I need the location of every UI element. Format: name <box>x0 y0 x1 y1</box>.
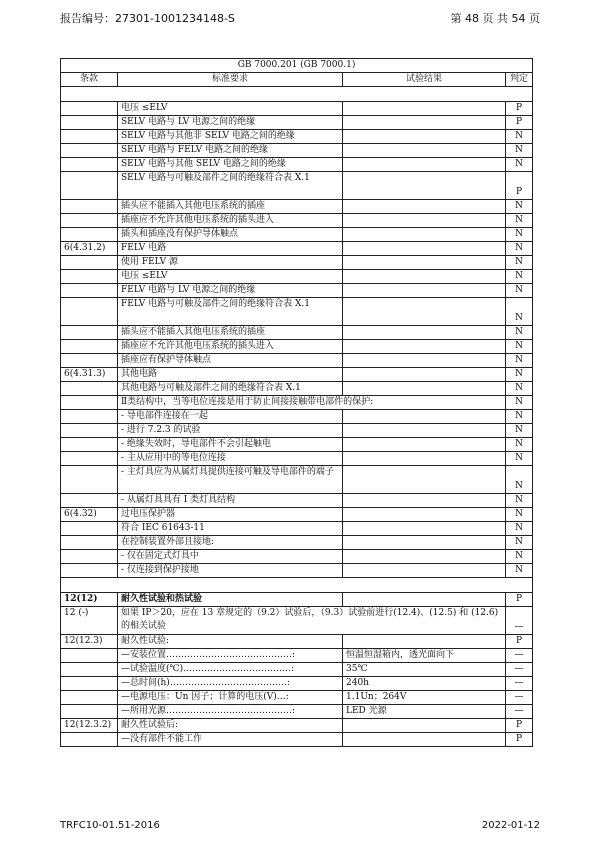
table-row <box>61 705 533 719</box>
table-row <box>61 649 533 663</box>
clause-cell <box>61 172 118 200</box>
result-cell: 恒温恒湿箱内，透光面向下 <box>343 649 506 663</box>
form-number: TRFC10-01.51-2016 <box>60 820 160 831</box>
verdict-cell: N <box>506 354 533 368</box>
table-row <box>61 424 533 438</box>
result-cell <box>343 522 506 536</box>
result-cell <box>343 494 506 508</box>
requirement-cell: - 从属灯具具有 I 类灯具结构 <box>118 494 343 508</box>
test-report-table <box>60 58 533 747</box>
requirement-cell: 耐久性试验: <box>118 635 343 649</box>
table-row <box>61 663 533 677</box>
requirement-cell: - 导电部件连接在一起 <box>118 410 343 424</box>
table-row <box>61 466 533 494</box>
clause-cell <box>61 270 118 284</box>
verdict-cell: N <box>506 200 533 214</box>
clause-cell <box>61 663 118 677</box>
verdict-cell: N <box>506 270 533 284</box>
result-cell <box>343 354 506 368</box>
verdict-cell: N <box>506 214 533 228</box>
clause-cell: 12(12) <box>61 593 118 607</box>
table-row <box>61 200 533 214</box>
verdict-cell: N <box>506 438 533 452</box>
requirement-cell: 电压 ≤ELV <box>118 270 343 284</box>
col-header-result: 试验结果 <box>343 73 506 87</box>
verdict-cell: N <box>506 340 533 354</box>
result-cell <box>343 719 506 733</box>
col-header-requirement: 标准要求 <box>118 73 343 87</box>
clause-cell <box>61 649 118 663</box>
verdict-cell: N <box>506 326 533 340</box>
requirement-cell: SELV 电路与其他非 SELV 电路之间的绝缘 <box>118 130 343 144</box>
requirement-cell: —没有部件不能工作 <box>118 733 343 747</box>
requirement-cell: 电压 ≤ELV <box>118 102 343 116</box>
clause-cell: 6(4.31.2) <box>61 242 118 256</box>
clause-cell <box>61 228 118 242</box>
verdict-cell: N <box>506 368 533 382</box>
result-cell <box>343 256 506 270</box>
table-row <box>61 382 533 396</box>
clause-cell <box>61 410 118 424</box>
result-cell <box>343 326 506 340</box>
clause-cell <box>61 705 118 719</box>
verdict-cell: P <box>506 116 533 130</box>
verdict-cell: — <box>506 607 533 635</box>
requirement-cell: 插头应不能插入其他电压系统的插座 <box>118 326 343 340</box>
verdict-cell: N <box>506 130 533 144</box>
table-row <box>61 550 533 564</box>
requirement-cell: - 仅在固定式灯具中 <box>118 550 343 564</box>
table-row <box>61 270 533 284</box>
spacer-cell <box>61 87 533 102</box>
table-row <box>61 522 533 536</box>
result-cell <box>343 438 506 452</box>
verdict-cell: N <box>506 522 533 536</box>
clause-cell <box>61 284 118 298</box>
clause-cell <box>61 564 118 578</box>
result-cell <box>343 228 506 242</box>
table-row <box>61 144 533 158</box>
requirement-cell: SELV 电路与 LV 电源之间的绝缘 <box>118 116 343 130</box>
clause-cell <box>61 494 118 508</box>
clause-cell <box>61 144 118 158</box>
requirement-cell: 过电压保护器 <box>118 508 343 522</box>
clause-cell: 12(12.3.2) <box>61 719 118 733</box>
table-row <box>61 593 533 607</box>
table-row <box>61 116 533 130</box>
clause-cell <box>61 116 118 130</box>
verdict-cell: P <box>506 719 533 733</box>
clause-cell <box>61 158 118 172</box>
result-cell <box>343 242 506 256</box>
table-row <box>61 368 533 382</box>
table-row <box>61 326 533 340</box>
requirement-cell: 插头应不能插入其他电压系统的插座 <box>118 200 343 214</box>
verdict-cell: N <box>506 256 533 270</box>
verdict-cell: N <box>506 228 533 242</box>
clause-cell <box>61 298 118 326</box>
result-cell <box>343 172 506 200</box>
table-row <box>61 410 533 424</box>
standard-title: GB 7000.201 (GB 7000.1) <box>61 59 533 73</box>
spacer-cell <box>61 578 533 593</box>
clause-cell <box>61 200 118 214</box>
requirement-cell: 耐久性试验和热试验 <box>118 593 343 607</box>
verdict-cell: N <box>506 466 533 494</box>
page-number: 第 48 页 共 54 页 <box>450 12 540 25</box>
requirement-cell: —试验温度(℃)………………………………: <box>118 663 343 677</box>
result-cell <box>343 536 506 550</box>
verdict-cell: — <box>506 663 533 677</box>
verdict-cell: — <box>506 677 533 691</box>
verdict-cell: — <box>506 705 533 719</box>
clause-cell <box>61 130 118 144</box>
clause-cell <box>61 102 118 116</box>
requirement-cell: FELV 电路 <box>118 242 343 256</box>
result-cell <box>343 144 506 158</box>
table-row <box>61 158 533 172</box>
result-cell <box>343 102 506 116</box>
verdict-cell: N <box>506 564 533 578</box>
verdict-cell: P <box>506 102 533 116</box>
result-cell <box>343 200 506 214</box>
requirement-cell: 其他电路与可触及部件之间的绝缘符合表 X.1 <box>118 382 343 396</box>
result-cell <box>343 410 506 424</box>
clause-cell <box>61 396 118 410</box>
result-cell <box>343 508 506 522</box>
table-row <box>61 733 533 747</box>
clause-cell <box>61 438 118 452</box>
table-row <box>61 354 533 368</box>
verdict-cell: N <box>506 158 533 172</box>
table-row <box>61 102 533 116</box>
report-number: 报告编号：27301-1001234148-S <box>60 12 235 25</box>
clause-cell: 12 (-) <box>61 607 118 635</box>
result-cell <box>343 214 506 228</box>
verdict-cell: N <box>506 494 533 508</box>
result-cell <box>343 382 506 396</box>
requirement-cell: 符合 IEC 61643-11 <box>118 522 343 536</box>
table-row <box>61 452 533 466</box>
verdict-cell: N <box>506 382 533 396</box>
verdict-cell: N <box>506 144 533 158</box>
result-cell <box>343 284 506 298</box>
clause-cell: 12(12.3) <box>61 635 118 649</box>
requirement-cell: - 主灯具应为从属灯具提供连接可触及导电部件的端子 <box>118 466 343 494</box>
verdict-cell: N <box>506 536 533 550</box>
col-header-clause: 条款 <box>61 73 118 87</box>
clause-cell <box>61 326 118 340</box>
verdict-cell: P <box>506 172 533 200</box>
table-row <box>61 396 533 410</box>
requirement-cell: 插座应不允许其他电压系统的插头进入 <box>118 340 343 354</box>
table-row <box>61 228 533 242</box>
page-footer <box>60 820 540 836</box>
requirement-cell: FELV 电路与 LV 电源之间的绝缘 <box>118 284 343 298</box>
requirement-cell: —所用光源……………………………………: <box>118 705 343 719</box>
clause-cell <box>61 340 118 354</box>
result-cell <box>343 130 506 144</box>
table-row <box>61 256 533 270</box>
table-row <box>61 172 533 200</box>
table-row <box>61 677 533 691</box>
col-header-verdict: 判定 <box>506 73 533 87</box>
clause-cell <box>61 550 118 564</box>
verdict-cell: N <box>506 452 533 466</box>
verdict-cell: P <box>506 593 533 607</box>
requirement-cell: - 仅连接到保护接地 <box>118 564 343 578</box>
result-cell <box>343 635 506 649</box>
table-row <box>61 438 533 452</box>
verdict-cell: — <box>506 691 533 705</box>
result-cell: 35℃ <box>343 663 506 677</box>
table-row <box>61 298 533 326</box>
result-cell <box>343 116 506 130</box>
requirement-cell: Ⅱ类结构中，当等电位连接是用于防止间接接触带电部件的保护: <box>118 396 506 410</box>
result-cell <box>343 340 506 354</box>
result-cell <box>343 564 506 578</box>
requirement-cell: 使用 FELV 源 <box>118 256 343 270</box>
table-row <box>61 536 533 550</box>
result-cell <box>343 452 506 466</box>
table-row <box>61 607 533 635</box>
verdict-cell: — <box>506 649 533 663</box>
page-header <box>60 10 540 30</box>
result-cell <box>343 158 506 172</box>
table-row <box>61 508 533 522</box>
clause-cell <box>61 691 118 705</box>
clause-cell <box>61 536 118 550</box>
table-row <box>61 340 533 354</box>
clause-cell <box>61 733 118 747</box>
verdict-cell: N <box>506 242 533 256</box>
table-row <box>61 242 533 256</box>
clause-cell <box>61 354 118 368</box>
requirement-cell: —安装位置……………………………………: <box>118 649 343 663</box>
verdict-cell: N <box>506 298 533 326</box>
issue-date: 2022-01-12 <box>481 820 540 831</box>
result-cell <box>343 368 506 382</box>
table-row <box>61 494 533 508</box>
clause-cell <box>61 522 118 536</box>
table-row <box>61 214 533 228</box>
verdict-cell: P <box>506 635 533 649</box>
verdict-cell: N <box>506 284 533 298</box>
requirement-cell: - 进行 7.2.3 的试验 <box>118 424 343 438</box>
requirement-cell: 耐久性试验后: <box>118 719 343 733</box>
clause-cell: 6(4.31.3) <box>61 368 118 382</box>
requirement-cell: SELV 电路与 FELV 电路之间的绝缘 <box>118 144 343 158</box>
requirement-cell: 插座应不允许其他电压系统的插头进入 <box>118 214 343 228</box>
spacer-row <box>61 87 533 102</box>
table-row <box>61 691 533 705</box>
clause-cell <box>61 424 118 438</box>
clause-cell <box>61 214 118 228</box>
clause-cell <box>61 382 118 396</box>
result-cell <box>343 550 506 564</box>
requirement-cell: - 绝缘失效时，导电部件不会引起触电 <box>118 438 343 452</box>
requirement-cell: 如果 IP＞20，应在 13 章规定的（9.2）试验后，（9.3）试验前进行(12.4)、(12.5) 和 (12.6)的相关试验 <box>118 607 506 635</box>
result-cell: 240h <box>343 677 506 691</box>
verdict-cell: N <box>506 396 533 410</box>
clause-cell <box>61 466 118 494</box>
verdict-cell: N <box>506 550 533 564</box>
requirement-cell: 插头和插座没有保护导体触点 <box>118 228 343 242</box>
result-cell <box>343 270 506 284</box>
table-row <box>61 564 533 578</box>
verdict-cell: P <box>506 733 533 747</box>
result-cell: 1.1Un；264V <box>343 691 506 705</box>
requirement-cell: SELV 电路与其他 SELV 电路之间的绝缘 <box>118 158 343 172</box>
result-cell <box>343 466 506 494</box>
requirement-cell: 在控制装置外部且接地: <box>118 536 343 550</box>
requirement-cell: 插座应有保护导体触点 <box>118 354 343 368</box>
result-cell <box>343 298 506 326</box>
result-cell <box>343 593 506 607</box>
result-cell <box>343 424 506 438</box>
table-row <box>61 130 533 144</box>
result-cell <box>343 733 506 747</box>
table-row <box>61 284 533 298</box>
table-row <box>61 719 533 733</box>
verdict-cell: N <box>506 424 533 438</box>
clause-cell: 6(4.32) <box>61 508 118 522</box>
clause-cell <box>61 677 118 691</box>
requirement-cell: —电源电压：Un 因子；计算的电压(V)…: <box>118 691 343 705</box>
requirement-cell: 其他电路 <box>118 368 343 382</box>
spacer-row <box>61 578 533 593</box>
requirement-cell: FELV 电路与可触及部件之间的绝缘符合表 X.1 <box>118 298 343 326</box>
verdict-cell: N <box>506 410 533 424</box>
requirement-cell: - 主从应用中的等电位连接 <box>118 452 343 466</box>
verdict-cell: N <box>506 508 533 522</box>
result-cell: LED 光源 <box>343 705 506 719</box>
clause-cell <box>61 452 118 466</box>
table-row <box>61 635 533 649</box>
requirement-cell: SELV 电路与可触及部件之间的绝缘符合表 X.1 <box>118 172 343 200</box>
requirement-cell: —总时间(h)…………………………………: <box>118 677 343 691</box>
clause-cell <box>61 256 118 270</box>
